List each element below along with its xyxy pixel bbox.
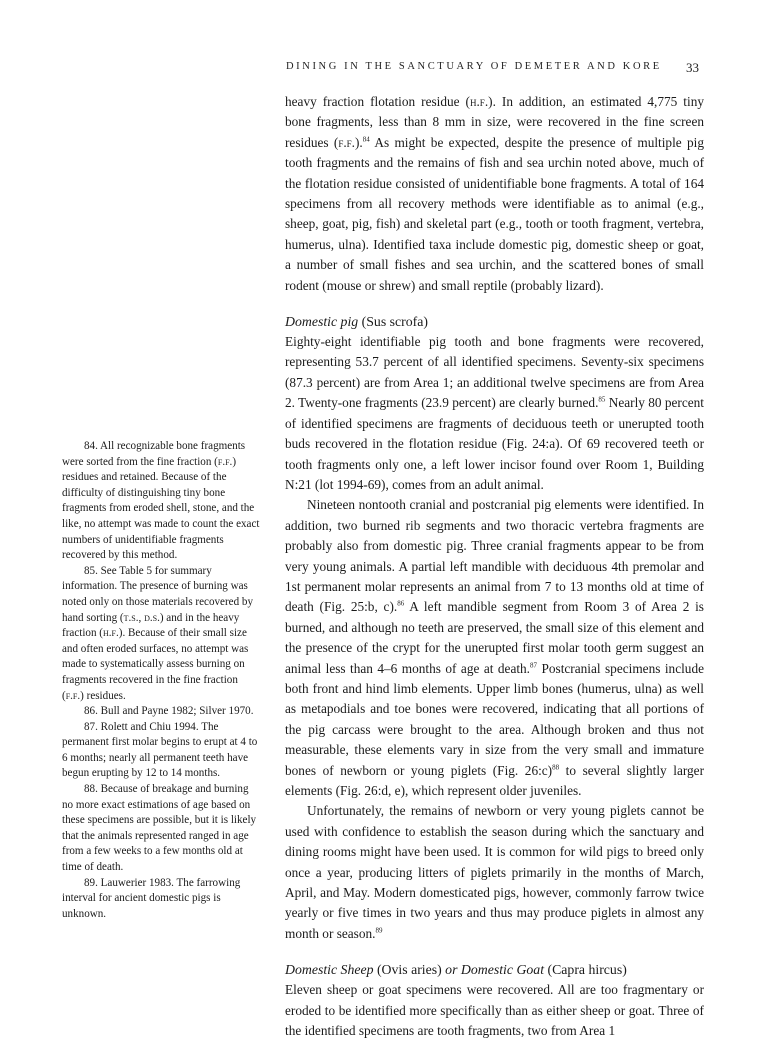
main-text-column xyxy=(285,92,704,1041)
footnote-ref-85: 85 xyxy=(598,395,606,404)
paragraph-flotation-residue: heavy fraction flotation residue (h.f.). In addition, an estimated 4,775 tiny bone fragments, less than 8 mm in size, were recovered in the fine screen residues (f.f.).$^{84}$ As might be expected, despite the presence of multiple pig tooth fragments and the remains of fish and sea urchin noted above, much of the flotation residue consisted of unidentifiable bone fragments. A total of 164 specimens from all recovery methods were identifiable as to animal (e.g., sheep, goat, pig, fish) and skeletal part (e.g., tooth or tooth fragment, vertebra, humerus, ulna). Identified taxa include domestic pig, domestic sheep or goat, a number of small fishes and sea urchin, and the scattered bones of small rodent (mouse or shrew) and small reptile (probably lizard). xyxy=(285,94,704,293)
footnotes-column xyxy=(62,439,262,922)
page-number: 33 xyxy=(686,60,699,75)
footnote-85: 85. See Table 5 for summary information. The presence of burning was noted only on those materials recovered by hand sorting (t.s., d.s.) and in the heavy fraction (h.f.). Because of their small size and often eroded surfaces, no attempt was made to systematically assess burning on fragments recovered in the fine fraction (f.f.) residues. xyxy=(62,564,253,702)
paragraph-pig-specimens: Eighty-eight identifiable pig tooth and bone fragments were recovered, representing 53.7 percent of all identified specimens. Seventy-six specimens (87.3 percent) are from Area 1; an additional twelve specimens are from Area 2. Twenty-one fragments (23.9 percent) are clearly burned.$^{85}$ Nearly 80 percent of identified specimens are fragments of deciduous teeth or unerupted tooth buds recovered in the flotation residue (Fig. 24:a). Of 69 recovered teeth or tooth fragments only one, a left lower incisor found over Room 1, Building N:21 (lot 1994-69), comes from an adult animal. xyxy=(285,334,705,492)
footnote-89: 89. Lauwerier 1983. The farrowing interval for ancient domestic pigs is unknown. xyxy=(62,876,241,920)
footnote-84: 84. All recognizable bone fragments were sorted from the fine fraction (f.f.) residues and retained. Because of the difficulty of distinguishing tiny bone fragments from eroded shell, stone, and the like, no attempt was made to count the exact numbers of unidentifiable fragments recovered by this method. xyxy=(62,440,260,562)
section-heading-sheep-goat: Domestic Sheep (Ovis aries) or Domestic Goat (Capra hircus) xyxy=(285,962,627,978)
footnote-ref-87: 87 xyxy=(530,661,538,670)
footnote-ref-84: 84 xyxy=(362,135,370,144)
footnote-88: 88. Because of breakage and burning no more exact estimations of age based on these specimens are possible, but it is likely that the animals represented ranged in age from a few weeks to a few months old at time of death. xyxy=(62,783,257,874)
paragraph-sheep-goat: Eleven sheep or goat specimens were recovered. All are too fragmentary or eroded to be identified more specifically than as either sheep or goat. Three of the identified specimens are tooth fragments, two from Area 1 xyxy=(285,982,704,1039)
running-head: DINING IN THE SANCTUARY OF DEMETER AND KORE xyxy=(286,61,662,72)
paragraph-pig-season: Unfortunately, the remains of newborn or very young piglets cannot be used with confidence to establish the season during which the sanctuary and dining rooms might have been used. It is common for wild pigs to breed only once a year, producing litters of piglets primarily in the months of March, April, and May. Modern domesticated pigs, however, commonly farrow twice yearly or five times in two years and thus may produce piglets in almost any month or season.$^{89}$ xyxy=(285,803,704,941)
footnote-87: 87. Rolett and Chiu 1994. The permanent first molar begins to erupt at 4 to 6 months; nearly all permanent teeth have begun erupting by 12 to 14 months. xyxy=(62,720,258,780)
footnote-ref-86: 86 xyxy=(397,599,405,608)
footnote-86: 86. Bull and Payne 1982; Silver 1970. xyxy=(84,705,254,718)
footnote-ref-89: 89 xyxy=(375,926,383,935)
footnote-ref-88: 88 xyxy=(552,763,560,772)
paragraph-pig-elements: Nineteen nontooth cranial and postcranial pig elements were identified. In addition, two burned rib segments and two thoracic vertebra fragments are probably also from domestic pig. Three cranial fragments appear to be from very young animals. A partial left mandible with deciduous 4th premolar and 1st permanent molar represents an animal from 7 to 13 months old at time of death (Fig. 25:b, c).$^{86}$ A left mandible segment from Room 3 of Area 2 is burned, and although no teeth are preserved, the small size of this element and the presence of the crypt for the unerupted first molar tooth germ suggest an animal less than 4–6 months of age at death.$^{87}$ Postcranial specimens include both front and hind limb elements. Upper limb bones (humerus, ulna) as well as metapodials and toe bones were recovered, indicating that all portions of the pig carcass were brought to the area. Although broken and thus not measurable, these elements vary in size from the very small and immature bones of newborn or young piglets (Fig. 26:c)$^{88}$ to several slightly larger elements (Fig. 26:d, e), which represent older juveniles. xyxy=(285,497,705,798)
section-heading-domestic-pig: Domestic pig (Sus scrofa) xyxy=(285,314,428,330)
